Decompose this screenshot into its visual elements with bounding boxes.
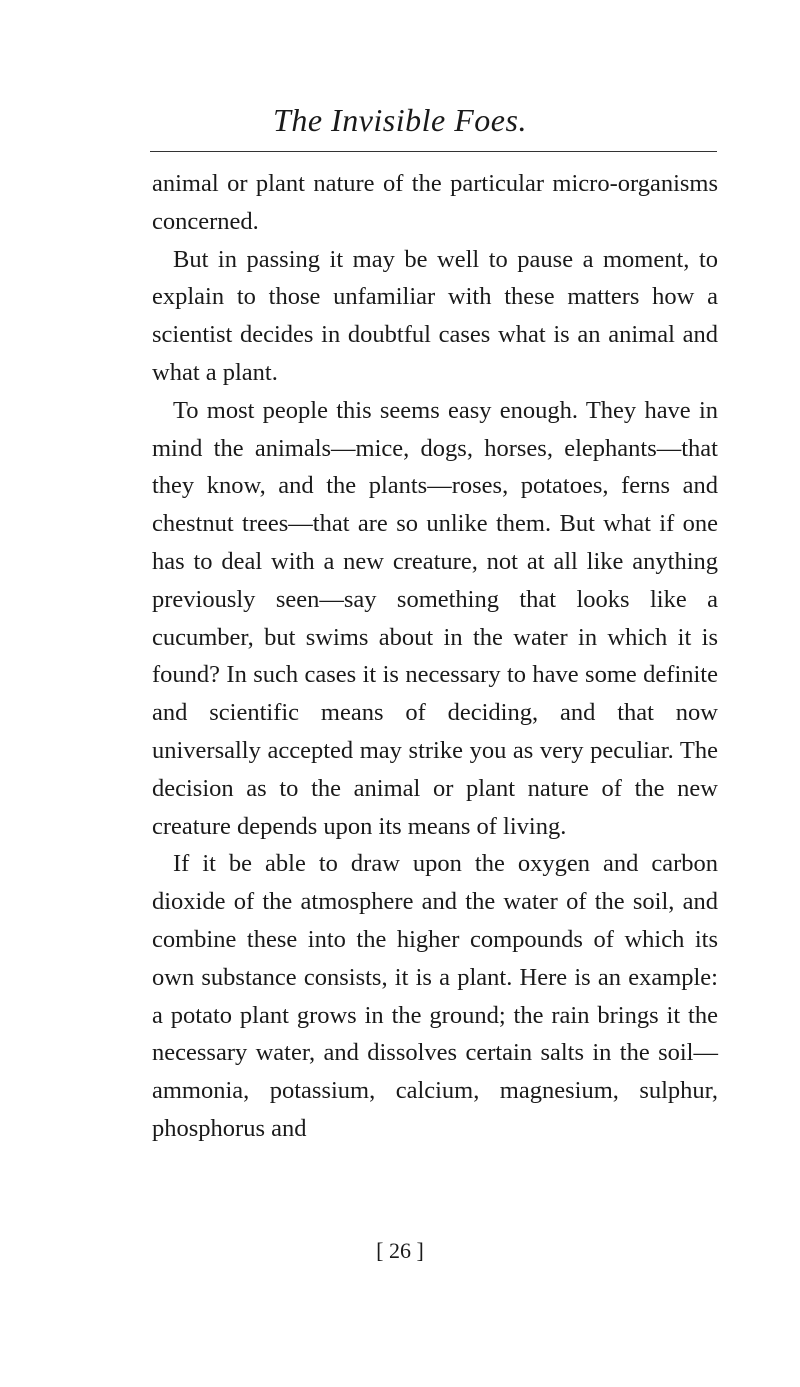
paragraph: To most people this seems easy enough. They have in mind the animals—mice, dogs, horses, elephants—that they know, and the plants—roses, potatoes, ferns and chestnut trees—that are so unlike them. But what if one has to deal with a new creature, not at all like anything previously seen—say something that looks like a cucumber, but swims about in the water in which it is found? In such cases it is necessary to have some definite and scientific means of deciding, and that now universally accepted may strike you as very peculiar. The decision as to the animal or plant nature of the new creature depends upon its means of living. [152, 396, 718, 840]
header-rule [150, 151, 717, 152]
paragraph: But in passing it may be well to pause a moment, to explain to those unfamiliar with these matters how a scientist decides in doubtful cases what is an animal and what a plant. [152, 245, 718, 386]
body-text [152, 165, 718, 1148]
page-number: [ 26 ] [376, 1238, 424, 1263]
paragraph: If it be able to draw upon the oxygen and carbon dioxide of the atmosphere and the water of the soil, and combine these into the higher compounds of which its own substance consists, it is a plant. Here is an example: a potato plant grows in the ground; the rain brings it the necessary water, and dissolves certain salts in the soil—ammonia, potassium, calcium, magnesium, sulphur, phosphorus and [152, 850, 718, 1142]
running-head: The Invisible Foes. [273, 102, 527, 138]
paragraph: animal or plant nature of the particular micro-organisms concerned. [152, 170, 718, 235]
